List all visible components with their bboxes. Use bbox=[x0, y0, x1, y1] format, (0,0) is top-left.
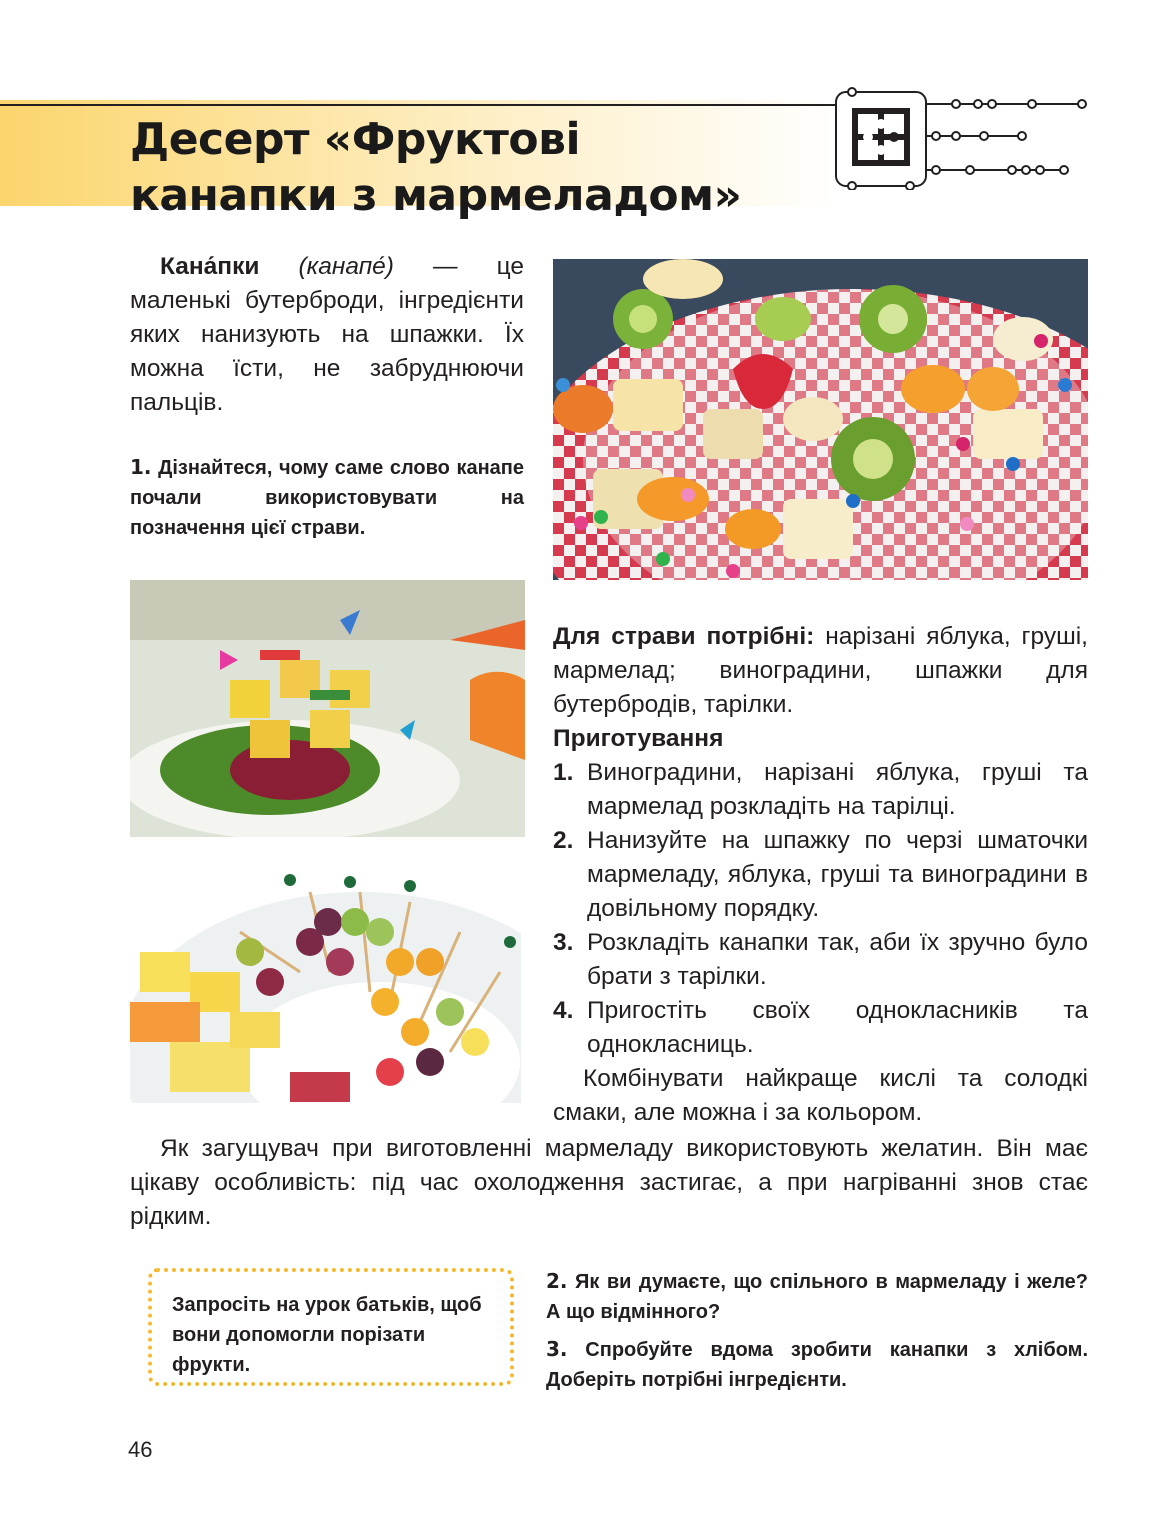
intro-paragraph bbox=[130, 250, 524, 420]
question-1 bbox=[130, 452, 524, 543]
intro-definition: — це маленькі бутерброди, інгредієнти яких нанизують на шпажки. Їх можна їсти, не забруднюючи пальців. bbox=[130, 253, 524, 416]
step-item bbox=[553, 994, 1088, 1062]
question-2-text: Як ви думаєте, що спільного в мармеладу і желе? А що відмінного? bbox=[546, 1271, 1088, 1323]
step-item bbox=[553, 756, 1088, 824]
tip-paragraph: Комбінувати найкраще кислі та солодкі смаки, але можна і за кольором. bbox=[553, 1065, 1088, 1126]
question-1-word: канапе bbox=[456, 457, 524, 479]
question-3-text: Спробуйте вдома зробити канапки з хлібом. Доберіть потрібні інгредієнти. bbox=[546, 1339, 1088, 1391]
question-2-number: 2. bbox=[546, 1269, 568, 1293]
ingredients-label: Для страви потрібні: bbox=[553, 623, 815, 650]
intro-alt-term: (канапе́) bbox=[298, 253, 394, 280]
step-text: Нанизуйте на шпажку по черзі шматочки мармеладу, яблука, груші та виноградини в довільному порядку. bbox=[587, 827, 1088, 922]
preparation-steps bbox=[553, 756, 1088, 1062]
note-text: Запросіть на урок батьків, щоб вони допомогли порізати фрукти. bbox=[172, 1294, 482, 1376]
question-3 bbox=[546, 1334, 1088, 1395]
step-text: Виноградини, нарізані яблука, груші та мармелад розкладіть на тарілці. bbox=[587, 759, 1088, 820]
step-number: 2. bbox=[553, 827, 574, 854]
question-3-number: 3. bbox=[546, 1337, 568, 1361]
question-2 bbox=[546, 1266, 1088, 1327]
puzzle-icon bbox=[832, 84, 1092, 190]
step-item bbox=[553, 824, 1088, 926]
page-title bbox=[130, 112, 741, 224]
ingredients-paragraph bbox=[553, 620, 1088, 1130]
step-number: 4. bbox=[553, 997, 574, 1024]
step-number: 1. bbox=[553, 759, 574, 786]
intro-term: Кана́пки bbox=[160, 253, 260, 280]
step-item bbox=[553, 926, 1088, 994]
question-1-after: почали використовувати на позначення цієї страви. bbox=[130, 487, 524, 539]
question-1-before: Дізнайтеся, чому саме слово bbox=[151, 457, 457, 479]
header-line bbox=[0, 104, 836, 106]
page-title-line2: канапки з мармеладом» bbox=[130, 170, 742, 221]
question-1-number: 1. bbox=[130, 455, 152, 479]
page-number: 46 bbox=[128, 1437, 153, 1462]
ingredients-text: нарізані яблука, груші, мармелад; виноградини, шпажки для бутербродів, тарілки. bbox=[553, 623, 1088, 718]
photo-fruit-skewers bbox=[130, 852, 521, 1103]
step-number: 3. bbox=[553, 929, 574, 956]
preparation-heading: Приготування bbox=[553, 725, 724, 752]
gelatin-paragraph: Як загущувач при виготовленні мармеладу використовують желатин. Він має цікаву особливість: під час охолодження застигає, а при нагріванні знов стає рідким. bbox=[130, 1135, 1088, 1230]
photo-decorated-canapes bbox=[130, 580, 525, 837]
step-text: Розкладіть канапки так, аби їх зручно було брати з тарілки. bbox=[587, 929, 1088, 990]
photo-fruit-canapes-plate bbox=[553, 259, 1088, 580]
page-title-line1: Десерт «Фруктові bbox=[130, 114, 581, 165]
note-box bbox=[148, 1268, 514, 1386]
step-text: Пригостіть своїх однокласників та однокласниць. bbox=[587, 997, 1088, 1058]
